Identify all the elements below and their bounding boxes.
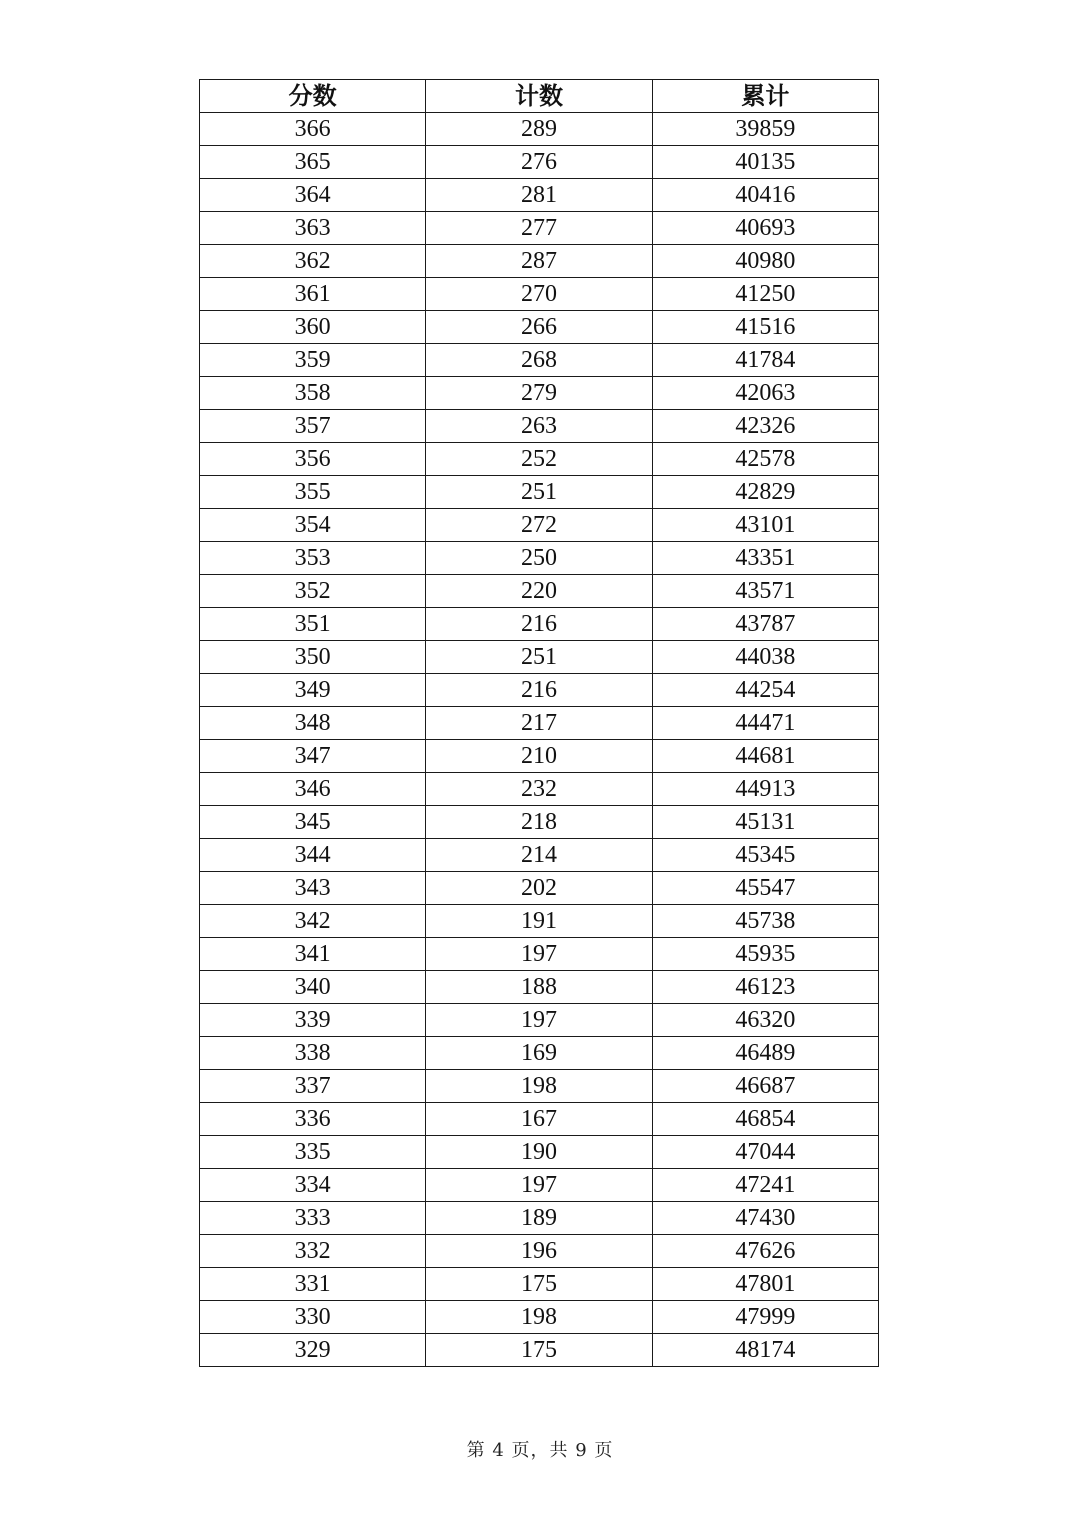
table-row: [200, 707, 879, 740]
score-cell: 340: [200, 971, 426, 1004]
table-row: [200, 212, 879, 245]
table-row: [200, 740, 879, 773]
table-row: [200, 1301, 879, 1334]
score-cell: 330: [200, 1301, 426, 1334]
cumulative-cell: 43571: [652, 575, 878, 608]
score-cell: 355: [200, 476, 426, 509]
table-row: [200, 542, 879, 575]
count-cell: 251: [426, 476, 652, 509]
score-cell: 336: [200, 1103, 426, 1136]
score-cell: 349: [200, 674, 426, 707]
cumulative-cell: 42063: [652, 377, 878, 410]
count-cell: 216: [426, 608, 652, 641]
cumulative-cell: 45131: [652, 806, 878, 839]
count-cell: 175: [426, 1334, 652, 1367]
table-row: [200, 1268, 879, 1301]
score-cell: 347: [200, 740, 426, 773]
table-header: [200, 80, 879, 113]
cumulative-cell: 40416: [652, 179, 878, 212]
table-row: [200, 773, 879, 806]
table-row: [200, 1037, 879, 1070]
table-row: [200, 1103, 879, 1136]
score-cell: 353: [200, 542, 426, 575]
score-cell: 354: [200, 509, 426, 542]
count-cell: 250: [426, 542, 652, 575]
score-cell: 359: [200, 344, 426, 377]
score-cell: 366: [200, 113, 426, 146]
cumulative-cell: 42326: [652, 410, 878, 443]
score-cell: 346: [200, 773, 426, 806]
count-cell: 232: [426, 773, 652, 806]
cumulative-cell: 46320: [652, 1004, 878, 1037]
cumulative-cell: 46489: [652, 1037, 878, 1070]
score-cell: 344: [200, 839, 426, 872]
table-row: [200, 476, 879, 509]
count-cell: 217: [426, 707, 652, 740]
cumulative-cell: 43351: [652, 542, 878, 575]
score-cell: 350: [200, 641, 426, 674]
cumulative-cell: 45738: [652, 905, 878, 938]
count-cell: 188: [426, 971, 652, 1004]
score-cell: 334: [200, 1169, 426, 1202]
cumulative-cell: 42578: [652, 443, 878, 476]
score-cell: 348: [200, 707, 426, 740]
table-row: [200, 113, 879, 146]
table-row: [200, 1136, 879, 1169]
table-row: [200, 311, 879, 344]
table-row: [200, 938, 879, 971]
score-cell: 351: [200, 608, 426, 641]
table-row: [200, 839, 879, 872]
count-cell: 214: [426, 839, 652, 872]
count-cell: 218: [426, 806, 652, 839]
count-cell: 197: [426, 1004, 652, 1037]
score-cell: 361: [200, 278, 426, 311]
count-cell: 287: [426, 245, 652, 278]
count-cell: 197: [426, 938, 652, 971]
table-row: [200, 509, 879, 542]
cumulative-cell: 47626: [652, 1235, 878, 1268]
cumulative-cell: 45345: [652, 839, 878, 872]
table-row: [200, 872, 879, 905]
score-cell: 360: [200, 311, 426, 344]
count-cell: 175: [426, 1268, 652, 1301]
score-cell: 362: [200, 245, 426, 278]
score-cell: 333: [200, 1202, 426, 1235]
table-row: [200, 608, 879, 641]
table-row: [200, 1202, 879, 1235]
table-row: [200, 641, 879, 674]
cumulative-cell: 46854: [652, 1103, 878, 1136]
table-row: [200, 245, 879, 278]
cumulative-cell: 43101: [652, 509, 878, 542]
cumulative-cell: 48174: [652, 1334, 878, 1367]
count-cell: 202: [426, 872, 652, 905]
table-row: [200, 377, 879, 410]
score-cell: 335: [200, 1136, 426, 1169]
score-cell: 337: [200, 1070, 426, 1103]
cumulative-cell: 47241: [652, 1169, 878, 1202]
score-cell: 341: [200, 938, 426, 971]
cumulative-cell: 46123: [652, 971, 878, 1004]
table-row: [200, 971, 879, 1004]
cumulative-cell: 44038: [652, 641, 878, 674]
page-number-footer: 第 4 页，共 9 页: [466, 1440, 614, 1461]
table-body: [200, 113, 879, 1367]
header-cumulative: 累计: [652, 80, 878, 113]
count-cell: 251: [426, 641, 652, 674]
table-row: [200, 179, 879, 212]
count-cell: 216: [426, 674, 652, 707]
score-cell: 331: [200, 1268, 426, 1301]
count-cell: 220: [426, 575, 652, 608]
table-row: [200, 1235, 879, 1268]
table-row: [200, 575, 879, 608]
count-cell: 190: [426, 1136, 652, 1169]
score-cell: 364: [200, 179, 426, 212]
count-cell: 263: [426, 410, 652, 443]
count-cell: 169: [426, 1037, 652, 1070]
cumulative-cell: 41784: [652, 344, 878, 377]
count-cell: 270: [426, 278, 652, 311]
count-cell: 277: [426, 212, 652, 245]
score-distribution-table: [199, 79, 879, 1367]
header-row: [200, 80, 879, 113]
cumulative-cell: 40135: [652, 146, 878, 179]
count-cell: 191: [426, 905, 652, 938]
score-cell: 363: [200, 212, 426, 245]
table-row: [200, 1334, 879, 1367]
cumulative-cell: 44913: [652, 773, 878, 806]
cumulative-cell: 42829: [652, 476, 878, 509]
cumulative-cell: 44254: [652, 674, 878, 707]
count-cell: 279: [426, 377, 652, 410]
count-cell: 210: [426, 740, 652, 773]
table-row: [200, 806, 879, 839]
count-cell: 196: [426, 1235, 652, 1268]
table-row: [200, 278, 879, 311]
cumulative-cell: 47801: [652, 1268, 878, 1301]
table-row: [200, 1169, 879, 1202]
cumulative-cell: 45935: [652, 938, 878, 971]
score-cell: 339: [200, 1004, 426, 1037]
count-cell: 252: [426, 443, 652, 476]
count-cell: 281: [426, 179, 652, 212]
table-row: [200, 410, 879, 443]
count-cell: 197: [426, 1169, 652, 1202]
table-row: [200, 1004, 879, 1037]
score-cell: 358: [200, 377, 426, 410]
score-cell: 365: [200, 146, 426, 179]
table-row: [200, 146, 879, 179]
score-cell: 357: [200, 410, 426, 443]
count-cell: 167: [426, 1103, 652, 1136]
score-cell: 332: [200, 1235, 426, 1268]
table-row: [200, 344, 879, 377]
cumulative-cell: 44681: [652, 740, 878, 773]
cumulative-cell: 47999: [652, 1301, 878, 1334]
count-cell: 198: [426, 1070, 652, 1103]
score-cell: 352: [200, 575, 426, 608]
table-row: [200, 1070, 879, 1103]
count-cell: 268: [426, 344, 652, 377]
cumulative-cell: 47044: [652, 1136, 878, 1169]
cumulative-cell: 46687: [652, 1070, 878, 1103]
table-row: [200, 905, 879, 938]
header-score: 分数: [200, 80, 426, 113]
count-cell: 198: [426, 1301, 652, 1334]
count-cell: 266: [426, 311, 652, 344]
table-row: [200, 443, 879, 476]
cumulative-cell: 44471: [652, 707, 878, 740]
score-cell: 329: [200, 1334, 426, 1367]
score-cell: 338: [200, 1037, 426, 1070]
count-cell: 272: [426, 509, 652, 542]
cumulative-cell: 39859: [652, 113, 878, 146]
count-cell: 189: [426, 1202, 652, 1235]
cumulative-cell: 40693: [652, 212, 878, 245]
cumulative-cell: 40980: [652, 245, 878, 278]
cumulative-cell: 47430: [652, 1202, 878, 1235]
score-cell: 342: [200, 905, 426, 938]
score-cell: 343: [200, 872, 426, 905]
cumulative-cell: 41516: [652, 311, 878, 344]
cumulative-cell: 41250: [652, 278, 878, 311]
table-row: [200, 674, 879, 707]
score-cell: 345: [200, 806, 426, 839]
cumulative-cell: 45547: [652, 872, 878, 905]
count-cell: 276: [426, 146, 652, 179]
cumulative-cell: 43787: [652, 608, 878, 641]
count-cell: 289: [426, 113, 652, 146]
header-count: 计数: [426, 80, 652, 113]
score-cell: 356: [200, 443, 426, 476]
